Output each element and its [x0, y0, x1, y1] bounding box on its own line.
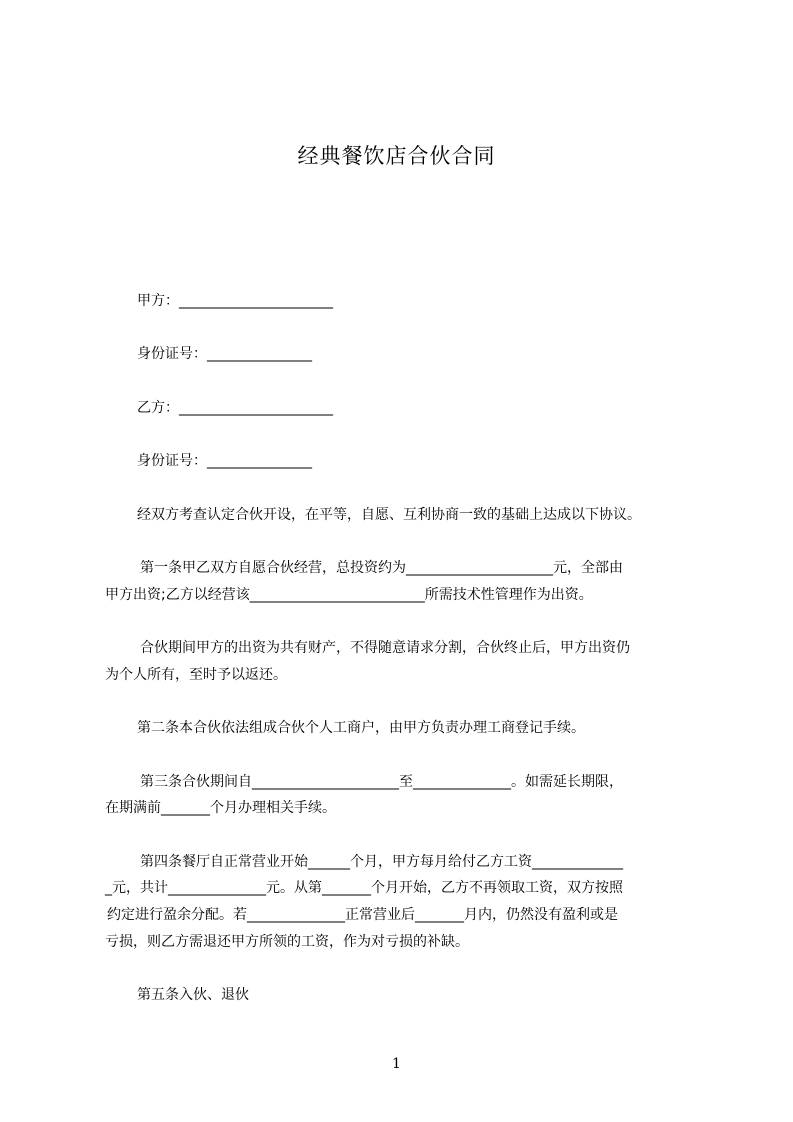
party-b-field: 乙方：______________________	[137, 400, 333, 416]
page-number: 1	[392, 1056, 401, 1072]
clause-5-heading: 第五条入伙、退伙	[137, 987, 249, 1003]
clause-1-line-1: 第一条甲乙双方自愿合伙经营，总投资约为_____________________元，全部由	[140, 560, 623, 576]
clause-3-line-2: 在期满前_______个月办理相关手续。	[105, 800, 336, 816]
clause-4-line-2: _元，共计______________元。从第_______个月开始，乙方不再领取工资，双方按照	[105, 880, 623, 896]
capital-note-line-1: 合伙期间甲方的出资为共有财产，不得随意请求分割，合伙终止后，甲方出资仍	[140, 640, 630, 656]
party-a-field: 甲方：______________________	[137, 293, 333, 309]
clause-2-paragraph: 第二条本合伙依法组成合伙个人工商户，由甲方负责办理工商登记手续。	[137, 720, 585, 736]
clause-4-line-1: 第四条餐厅自正常营业开始______个月，甲方每月给付乙方工资_____________	[140, 854, 623, 870]
clause-1-line-2: 甲方出资;乙方以经营该_________________________所需技术性管理作为出资。	[105, 587, 593, 603]
clause-4-line-4: 亏损，则乙方需退还甲方所领的工资，作为对亏损的补缺。	[105, 934, 469, 950]
capital-note-line-2: 为个人所有，至时予以返还。	[105, 667, 287, 683]
party-a-id-field: 身份证号：_______________	[137, 346, 312, 362]
party-b-id-field: 身份证号：_______________	[137, 453, 312, 469]
clause-3-line-1: 第三条合伙期间自_____________________至______________。如需延长期限，	[140, 774, 623, 790]
document-title: 经典餐饮店合伙合同	[297, 144, 496, 168]
intro-paragraph: 经双方考查认定合伙开设，在平等，自愿、互利协商一致的基础上达成以下协议。	[137, 507, 641, 523]
clause-4-line-3: 约定进行盈余分配。若______________正常营业后_______月内，仍然没有盈利或是	[107, 907, 618, 923]
